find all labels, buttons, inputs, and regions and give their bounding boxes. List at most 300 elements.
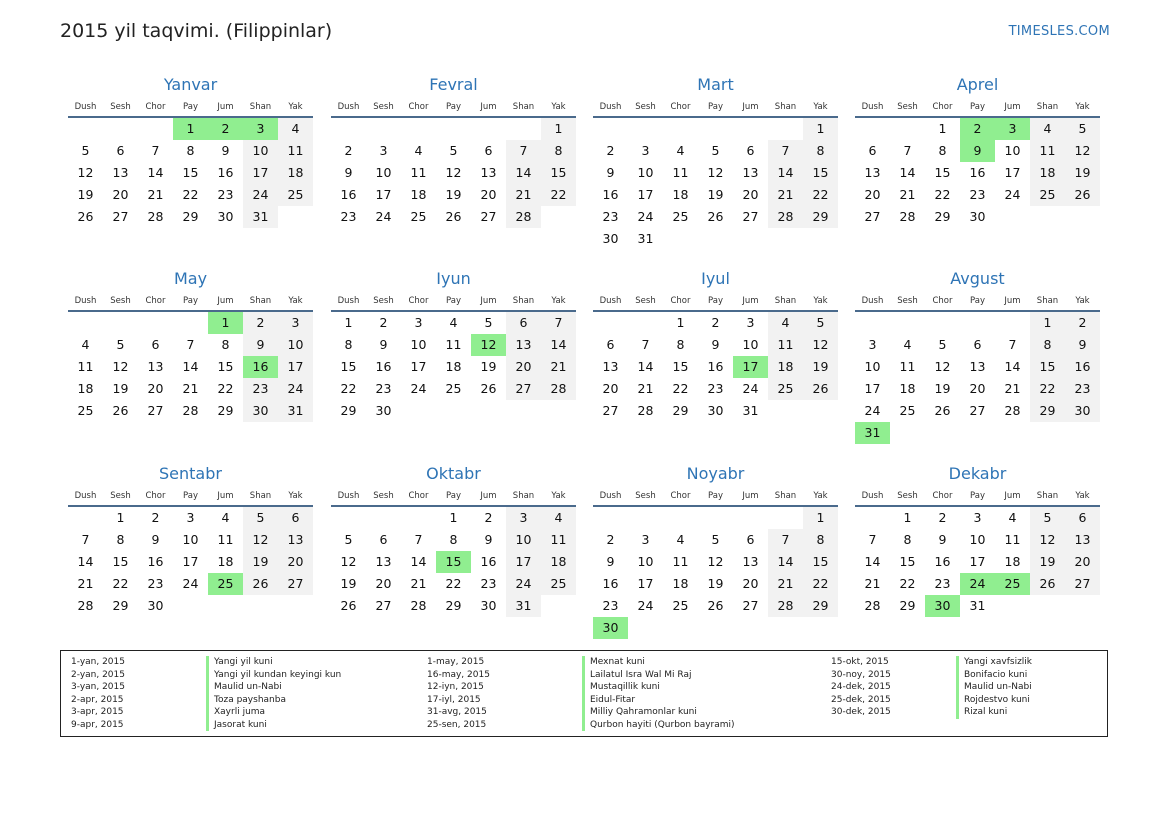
day-cell: 15 bbox=[1030, 356, 1065, 378]
day-cell: 9 bbox=[344, 165, 353, 180]
day-cell: 25 bbox=[278, 184, 313, 206]
day-cell: 7 bbox=[903, 143, 912, 158]
day-cell: 29 bbox=[803, 206, 838, 228]
holiday-name: Yangi xavfsizlik bbox=[956, 656, 1032, 669]
day-cell: 14 bbox=[1004, 359, 1021, 374]
day-cell: 13 bbox=[602, 359, 619, 374]
day-cell: 14 bbox=[768, 162, 803, 184]
weekday-header bbox=[593, 489, 838, 507]
day-cell: 12 bbox=[77, 165, 94, 180]
day-cell: 18 bbox=[77, 381, 94, 396]
holiday-day-cell: 17 bbox=[733, 356, 768, 378]
weekday-label: Jum bbox=[217, 296, 234, 306]
day-cell: 15 bbox=[112, 554, 129, 569]
day-cell: 6 bbox=[606, 337, 615, 352]
day-cell: 21 bbox=[541, 356, 576, 378]
day-cell: 20 bbox=[1065, 551, 1100, 573]
holiday-day-cell: 16 bbox=[243, 356, 278, 378]
weekday-label: Yak bbox=[288, 102, 303, 112]
day-cell: 27 bbox=[969, 403, 986, 418]
month-block bbox=[593, 269, 838, 444]
weekday-label: Yak bbox=[813, 296, 828, 306]
weekday-label: Jum bbox=[217, 491, 234, 501]
day-cell: 10 bbox=[278, 334, 313, 356]
month-block bbox=[331, 75, 576, 250]
weekday-label: Chor bbox=[408, 296, 429, 306]
holiday-date: 12-iyn, 2015 bbox=[427, 682, 484, 692]
weekday-label: Chor bbox=[408, 491, 429, 501]
weekday-label: Pay bbox=[183, 296, 198, 306]
month-name: May bbox=[173, 269, 208, 288]
day-cell: 2 bbox=[1065, 312, 1100, 334]
holiday-date: 1-may, 2015 bbox=[427, 657, 485, 667]
weekday-header bbox=[593, 100, 838, 118]
day-cell: 15 bbox=[541, 162, 576, 184]
weekday-label: Sesh bbox=[110, 491, 131, 501]
day-cell: 4 bbox=[81, 337, 90, 352]
day-cell: 4 bbox=[1030, 118, 1065, 140]
day-cell: 26 bbox=[480, 381, 497, 396]
day-cell: 18 bbox=[1030, 162, 1065, 184]
holiday-day-cell: 25 bbox=[995, 573, 1030, 595]
holiday-name: Maulid un-Nabi bbox=[206, 681, 282, 694]
day-cell: 7 bbox=[541, 312, 576, 334]
day-cell: 3 bbox=[641, 143, 650, 158]
weekday-label: Pay bbox=[970, 102, 985, 112]
day-cell: 24 bbox=[637, 598, 654, 613]
weekday-label: Pay bbox=[183, 102, 198, 112]
month-block bbox=[855, 75, 1100, 250]
month-name: Oktabr bbox=[426, 464, 481, 483]
day-cell: 30 bbox=[480, 598, 497, 613]
day-cell: 8 bbox=[186, 143, 195, 158]
day-cell: 10 bbox=[410, 337, 427, 352]
weekday-header bbox=[331, 100, 576, 118]
day-cell: 11 bbox=[1030, 140, 1065, 162]
holiday-name: Yangi yil kuni bbox=[206, 656, 273, 669]
day-cell: 2 bbox=[379, 315, 388, 330]
month-name: Sentabr bbox=[159, 464, 222, 483]
day-cell: 30 bbox=[147, 598, 164, 613]
day-cell: 1 bbox=[344, 315, 353, 330]
weekday-label: Shan bbox=[512, 102, 535, 112]
day-cell: 27 bbox=[147, 403, 164, 418]
day-cell: 31 bbox=[506, 595, 541, 617]
day-cell: 27 bbox=[864, 209, 881, 224]
weekday-label: Jum bbox=[1004, 102, 1021, 112]
month-name: Aprel bbox=[956, 75, 999, 94]
weekday-label: Dush bbox=[861, 491, 884, 501]
month-block bbox=[855, 269, 1100, 444]
day-cell: 22 bbox=[1030, 378, 1065, 400]
day-cell: 25 bbox=[1030, 184, 1065, 206]
day-cell: 14 bbox=[899, 165, 916, 180]
day-cell: 11 bbox=[217, 532, 234, 547]
day-cell: 21 bbox=[768, 573, 803, 595]
weekday-header bbox=[593, 294, 838, 312]
day-cell: 20 bbox=[480, 187, 497, 202]
day-cell: 14 bbox=[77, 554, 94, 569]
day-cell: 13 bbox=[480, 165, 497, 180]
day-cell: 4 bbox=[278, 118, 313, 140]
day-cell: 3 bbox=[186, 510, 195, 525]
day-cell: 9 bbox=[151, 532, 160, 547]
day-cell: 26 bbox=[1030, 573, 1065, 595]
day-cell: 12 bbox=[112, 359, 129, 374]
day-cell: 8 bbox=[344, 337, 353, 352]
day-cell: 24 bbox=[243, 184, 278, 206]
day-cell: 3 bbox=[506, 507, 541, 529]
day-cell: 1 bbox=[541, 118, 576, 140]
day-cell: 20 bbox=[278, 551, 313, 573]
day-cell: 9 bbox=[221, 143, 230, 158]
day-cell: 7 bbox=[1008, 337, 1017, 352]
holiday-date: 24-dek, 2015 bbox=[831, 682, 891, 692]
holiday-date: 16-may, 2015 bbox=[427, 669, 490, 680]
day-cell: 14 bbox=[410, 554, 427, 569]
weekday-label: Pay bbox=[446, 491, 461, 501]
month-block bbox=[68, 75, 313, 250]
day-cell: 27 bbox=[278, 573, 313, 595]
day-cell: 19 bbox=[934, 381, 951, 396]
weekday-label: Sesh bbox=[635, 296, 656, 306]
day-cell: 16 bbox=[602, 576, 619, 591]
weekday-label: Dush bbox=[599, 296, 622, 306]
day-cell: 11 bbox=[768, 334, 803, 356]
day-cell: 22 bbox=[899, 576, 916, 591]
day-cell: 19 bbox=[445, 187, 462, 202]
day-grid bbox=[855, 118, 1100, 250]
day-cell: 9 bbox=[379, 337, 388, 352]
weekday-label: Shan bbox=[1036, 491, 1059, 501]
day-cell: 21 bbox=[506, 184, 541, 206]
day-cell: 11 bbox=[899, 359, 916, 374]
day-cell: 29 bbox=[182, 209, 199, 224]
day-cell: 8 bbox=[938, 143, 947, 158]
day-cell: 14 bbox=[864, 554, 881, 569]
day-cell: 19 bbox=[77, 187, 94, 202]
day-cell: 4 bbox=[676, 143, 685, 158]
day-grid bbox=[331, 312, 576, 444]
day-cell: 20 bbox=[864, 187, 881, 202]
day-cell: 15 bbox=[182, 165, 199, 180]
day-cell: 21 bbox=[147, 187, 164, 202]
month-block bbox=[593, 75, 838, 250]
day-cell: 20 bbox=[742, 576, 759, 591]
day-cell: 16 bbox=[375, 359, 392, 374]
day-cell: 21 bbox=[864, 576, 881, 591]
day-cell: 2 bbox=[711, 315, 720, 330]
day-cell: 17 bbox=[637, 576, 654, 591]
day-cell: 13 bbox=[864, 165, 881, 180]
day-cell: 26 bbox=[934, 403, 951, 418]
day-cell: 7 bbox=[868, 532, 877, 547]
day-cell: 31 bbox=[278, 400, 313, 422]
day-cell: 10 bbox=[742, 337, 759, 352]
day-cell: 12 bbox=[803, 334, 838, 356]
weekday-label: Pay bbox=[183, 491, 198, 501]
day-cell: 7 bbox=[186, 337, 195, 352]
day-cell: 14 bbox=[147, 165, 164, 180]
day-cell: 6 bbox=[151, 337, 160, 352]
day-cell: 20 bbox=[506, 356, 541, 378]
day-cell: 5 bbox=[243, 507, 278, 529]
day-cell: 5 bbox=[484, 315, 493, 330]
day-cell: 23 bbox=[375, 381, 392, 396]
holiday-date: 2-yan, 2015 bbox=[71, 669, 125, 680]
weekday-label: Jum bbox=[480, 491, 497, 501]
day-cell: 21 bbox=[410, 576, 427, 591]
holiday-legend bbox=[60, 650, 1108, 737]
day-cell: 27 bbox=[112, 209, 129, 224]
day-cell: 5 bbox=[803, 312, 838, 334]
weekday-header bbox=[855, 294, 1100, 312]
brand-link[interactable]: TIMESLES.COM bbox=[1008, 24, 1110, 39]
day-cell: 27 bbox=[742, 598, 759, 613]
weekday-label: Yak bbox=[1075, 296, 1090, 306]
day-cell: 21 bbox=[1004, 381, 1021, 396]
day-cell: 4 bbox=[414, 143, 423, 158]
day-cell: 26 bbox=[243, 573, 278, 595]
day-grid bbox=[855, 507, 1100, 639]
weekday-label: Dush bbox=[599, 102, 622, 112]
weekday-label: Jum bbox=[217, 102, 234, 112]
weekday-label: Chor bbox=[670, 491, 691, 501]
day-cell: 30 bbox=[969, 209, 986, 224]
weekday-label: Jum bbox=[1004, 296, 1021, 306]
day-cell: 7 bbox=[641, 337, 650, 352]
day-cell: 1 bbox=[449, 510, 458, 525]
holiday-day-cell: 1 bbox=[208, 312, 243, 334]
weekday-label: Dush bbox=[599, 491, 622, 501]
weekday-label: Chor bbox=[932, 102, 953, 112]
month-name: Avgust bbox=[950, 269, 1005, 288]
day-cell: 6 bbox=[379, 532, 388, 547]
holiday-date: 1-yan, 2015 bbox=[71, 657, 125, 667]
day-cell: 8 bbox=[803, 140, 838, 162]
day-cell: 19 bbox=[1030, 551, 1065, 573]
day-cell: 17 bbox=[1004, 165, 1021, 180]
holiday-day-cell: 12 bbox=[471, 334, 506, 356]
day-cell: 25 bbox=[899, 403, 916, 418]
day-cell: 25 bbox=[672, 209, 689, 224]
day-cell: 14 bbox=[506, 162, 541, 184]
day-cell: 12 bbox=[445, 165, 462, 180]
day-cell: 7 bbox=[81, 532, 90, 547]
day-cell: 3 bbox=[868, 337, 877, 352]
weekday-label: Chor bbox=[670, 296, 691, 306]
holiday-name: Bonifacio kuni bbox=[956, 669, 1027, 682]
day-grid bbox=[593, 312, 838, 444]
day-cell: 22 bbox=[672, 381, 689, 396]
day-cell: 15 bbox=[340, 359, 357, 374]
day-cell: 20 bbox=[742, 187, 759, 202]
month-name: Yanvar bbox=[163, 75, 218, 94]
day-cell: 14 bbox=[768, 551, 803, 573]
day-cell: 4 bbox=[903, 337, 912, 352]
day-cell: 2 bbox=[344, 143, 353, 158]
day-cell: 9 bbox=[711, 337, 720, 352]
weekday-label: Yak bbox=[288, 296, 303, 306]
weekday-label: Jum bbox=[742, 296, 759, 306]
day-cell: 17 bbox=[864, 381, 881, 396]
day-cell: 25 bbox=[768, 378, 803, 400]
day-grid bbox=[331, 507, 576, 639]
weekday-label: Chor bbox=[670, 102, 691, 112]
day-cell: 5 bbox=[1030, 507, 1065, 529]
day-cell: 25 bbox=[445, 381, 462, 396]
day-cell: 17 bbox=[969, 554, 986, 569]
day-cell: 30 bbox=[243, 400, 278, 422]
weekday-label: Shan bbox=[774, 296, 797, 306]
day-cell: 24 bbox=[637, 209, 654, 224]
weekday-label: Dush bbox=[337, 296, 360, 306]
month-name: Noyabr bbox=[686, 464, 745, 483]
day-cell: 28 bbox=[410, 598, 427, 613]
day-cell: 9 bbox=[243, 334, 278, 356]
day-cell: 28 bbox=[541, 378, 576, 400]
day-cell: 25 bbox=[541, 573, 576, 595]
day-cell: 9 bbox=[606, 554, 615, 569]
day-cell: 6 bbox=[278, 507, 313, 529]
weekday-label: Sesh bbox=[373, 296, 394, 306]
day-cell: 8 bbox=[1030, 334, 1065, 356]
holiday-date: 3-yan, 2015 bbox=[71, 682, 125, 692]
day-cell: 10 bbox=[637, 554, 654, 569]
day-cell: 6 bbox=[116, 143, 125, 158]
day-grid bbox=[593, 118, 838, 250]
holiday-day-cell: 30 bbox=[593, 617, 628, 639]
day-cell: 22 bbox=[217, 381, 234, 396]
month-name: Dekabr bbox=[948, 464, 1007, 483]
day-cell: 26 bbox=[1065, 184, 1100, 206]
day-cell: 18 bbox=[899, 381, 916, 396]
weekday-header bbox=[331, 294, 576, 312]
weekday-label: Dush bbox=[861, 296, 884, 306]
weekday-label: Shan bbox=[1036, 296, 1059, 306]
day-cell: 19 bbox=[707, 576, 724, 591]
holiday-day-cell: 2 bbox=[960, 118, 995, 140]
day-cell: 24 bbox=[864, 403, 881, 418]
day-cell: 11 bbox=[541, 529, 576, 551]
day-cell: 29 bbox=[803, 595, 838, 617]
day-cell: 18 bbox=[1004, 554, 1021, 569]
weekday-label: Pay bbox=[970, 491, 985, 501]
holiday-day-cell: 3 bbox=[995, 118, 1030, 140]
day-cell: 18 bbox=[768, 356, 803, 378]
holiday-date: 17-iyl, 2015 bbox=[427, 694, 481, 705]
day-cell: 10 bbox=[506, 529, 541, 551]
day-cell: 28 bbox=[77, 598, 94, 613]
day-cell: 15 bbox=[803, 162, 838, 184]
day-cell: 23 bbox=[340, 209, 357, 224]
day-cell: 28 bbox=[147, 209, 164, 224]
day-cell: 13 bbox=[375, 554, 392, 569]
day-cell: 1 bbox=[903, 510, 912, 525]
day-cell: 8 bbox=[116, 532, 125, 547]
holiday-name: Rojdestvo kuni bbox=[956, 694, 1030, 707]
weekday-label: Dush bbox=[74, 491, 97, 501]
weekday-label: Jum bbox=[742, 102, 759, 112]
day-cell: 4 bbox=[1008, 510, 1017, 525]
day-cell: 13 bbox=[1065, 529, 1100, 551]
weekday-label: Shan bbox=[249, 491, 272, 501]
weekday-label: Chor bbox=[932, 491, 953, 501]
day-cell: 8 bbox=[541, 140, 576, 162]
day-cell: 16 bbox=[934, 554, 951, 569]
day-cell: 29 bbox=[899, 598, 916, 613]
day-cell: 23 bbox=[480, 576, 497, 591]
day-cell: 14 bbox=[637, 359, 654, 374]
weekday-label: Sesh bbox=[635, 491, 656, 501]
day-cell: 13 bbox=[147, 359, 164, 374]
day-cell: 16 bbox=[969, 165, 986, 180]
holiday-day-cell: 31 bbox=[855, 422, 890, 444]
day-cell: 29 bbox=[934, 209, 951, 224]
weekday-label: Jum bbox=[480, 296, 497, 306]
day-cell: 30 bbox=[707, 403, 724, 418]
holiday-name: Toza payshanba bbox=[206, 694, 286, 707]
day-cell: 19 bbox=[1065, 162, 1100, 184]
day-grid bbox=[68, 507, 313, 639]
day-cell: 6 bbox=[973, 337, 982, 352]
day-cell: 24 bbox=[182, 576, 199, 591]
weekday-label: Sesh bbox=[373, 491, 394, 501]
day-cell: 20 bbox=[969, 381, 986, 396]
day-cell: 21 bbox=[637, 381, 654, 396]
weekday-header bbox=[331, 489, 576, 507]
day-cell: 9 bbox=[1065, 334, 1100, 356]
weekday-label: Sesh bbox=[373, 102, 394, 112]
day-cell: 24 bbox=[1004, 187, 1021, 202]
day-cell: 5 bbox=[449, 143, 458, 158]
weekday-label: Shan bbox=[512, 296, 535, 306]
day-cell: 19 bbox=[707, 187, 724, 202]
day-grid bbox=[593, 507, 838, 639]
holiday-date: 9-apr, 2015 bbox=[71, 719, 124, 730]
day-cell: 10 bbox=[375, 165, 392, 180]
day-cell: 5 bbox=[344, 532, 353, 547]
day-cell: 8 bbox=[449, 532, 458, 547]
day-cell: 4 bbox=[221, 510, 230, 525]
day-cell: 12 bbox=[934, 359, 951, 374]
day-cell: 4 bbox=[676, 532, 685, 547]
month-name: Iyun bbox=[436, 269, 471, 288]
month-block bbox=[68, 464, 313, 639]
day-cell: 7 bbox=[768, 140, 803, 162]
day-cell: 28 bbox=[899, 209, 916, 224]
day-cell: 6 bbox=[506, 312, 541, 334]
day-cell: 11 bbox=[672, 554, 689, 569]
day-cell: 5 bbox=[116, 337, 125, 352]
day-grid bbox=[331, 118, 576, 250]
month-block bbox=[68, 269, 313, 444]
day-cell: 26 bbox=[707, 209, 724, 224]
day-cell: 30 bbox=[602, 231, 619, 246]
day-cell: 28 bbox=[637, 403, 654, 418]
day-grid bbox=[68, 312, 313, 444]
weekday-label: Yak bbox=[288, 491, 303, 501]
day-cell: 28 bbox=[768, 595, 803, 617]
day-cell: 5 bbox=[81, 143, 90, 158]
holiday-name: Mexnat kuni bbox=[582, 656, 645, 669]
day-cell: 26 bbox=[77, 209, 94, 224]
day-cell: 22 bbox=[803, 184, 838, 206]
month-name: Fevral bbox=[429, 75, 478, 94]
day-cell: 25 bbox=[77, 403, 94, 418]
day-cell: 9 bbox=[606, 165, 615, 180]
day-cell: 14 bbox=[541, 334, 576, 356]
